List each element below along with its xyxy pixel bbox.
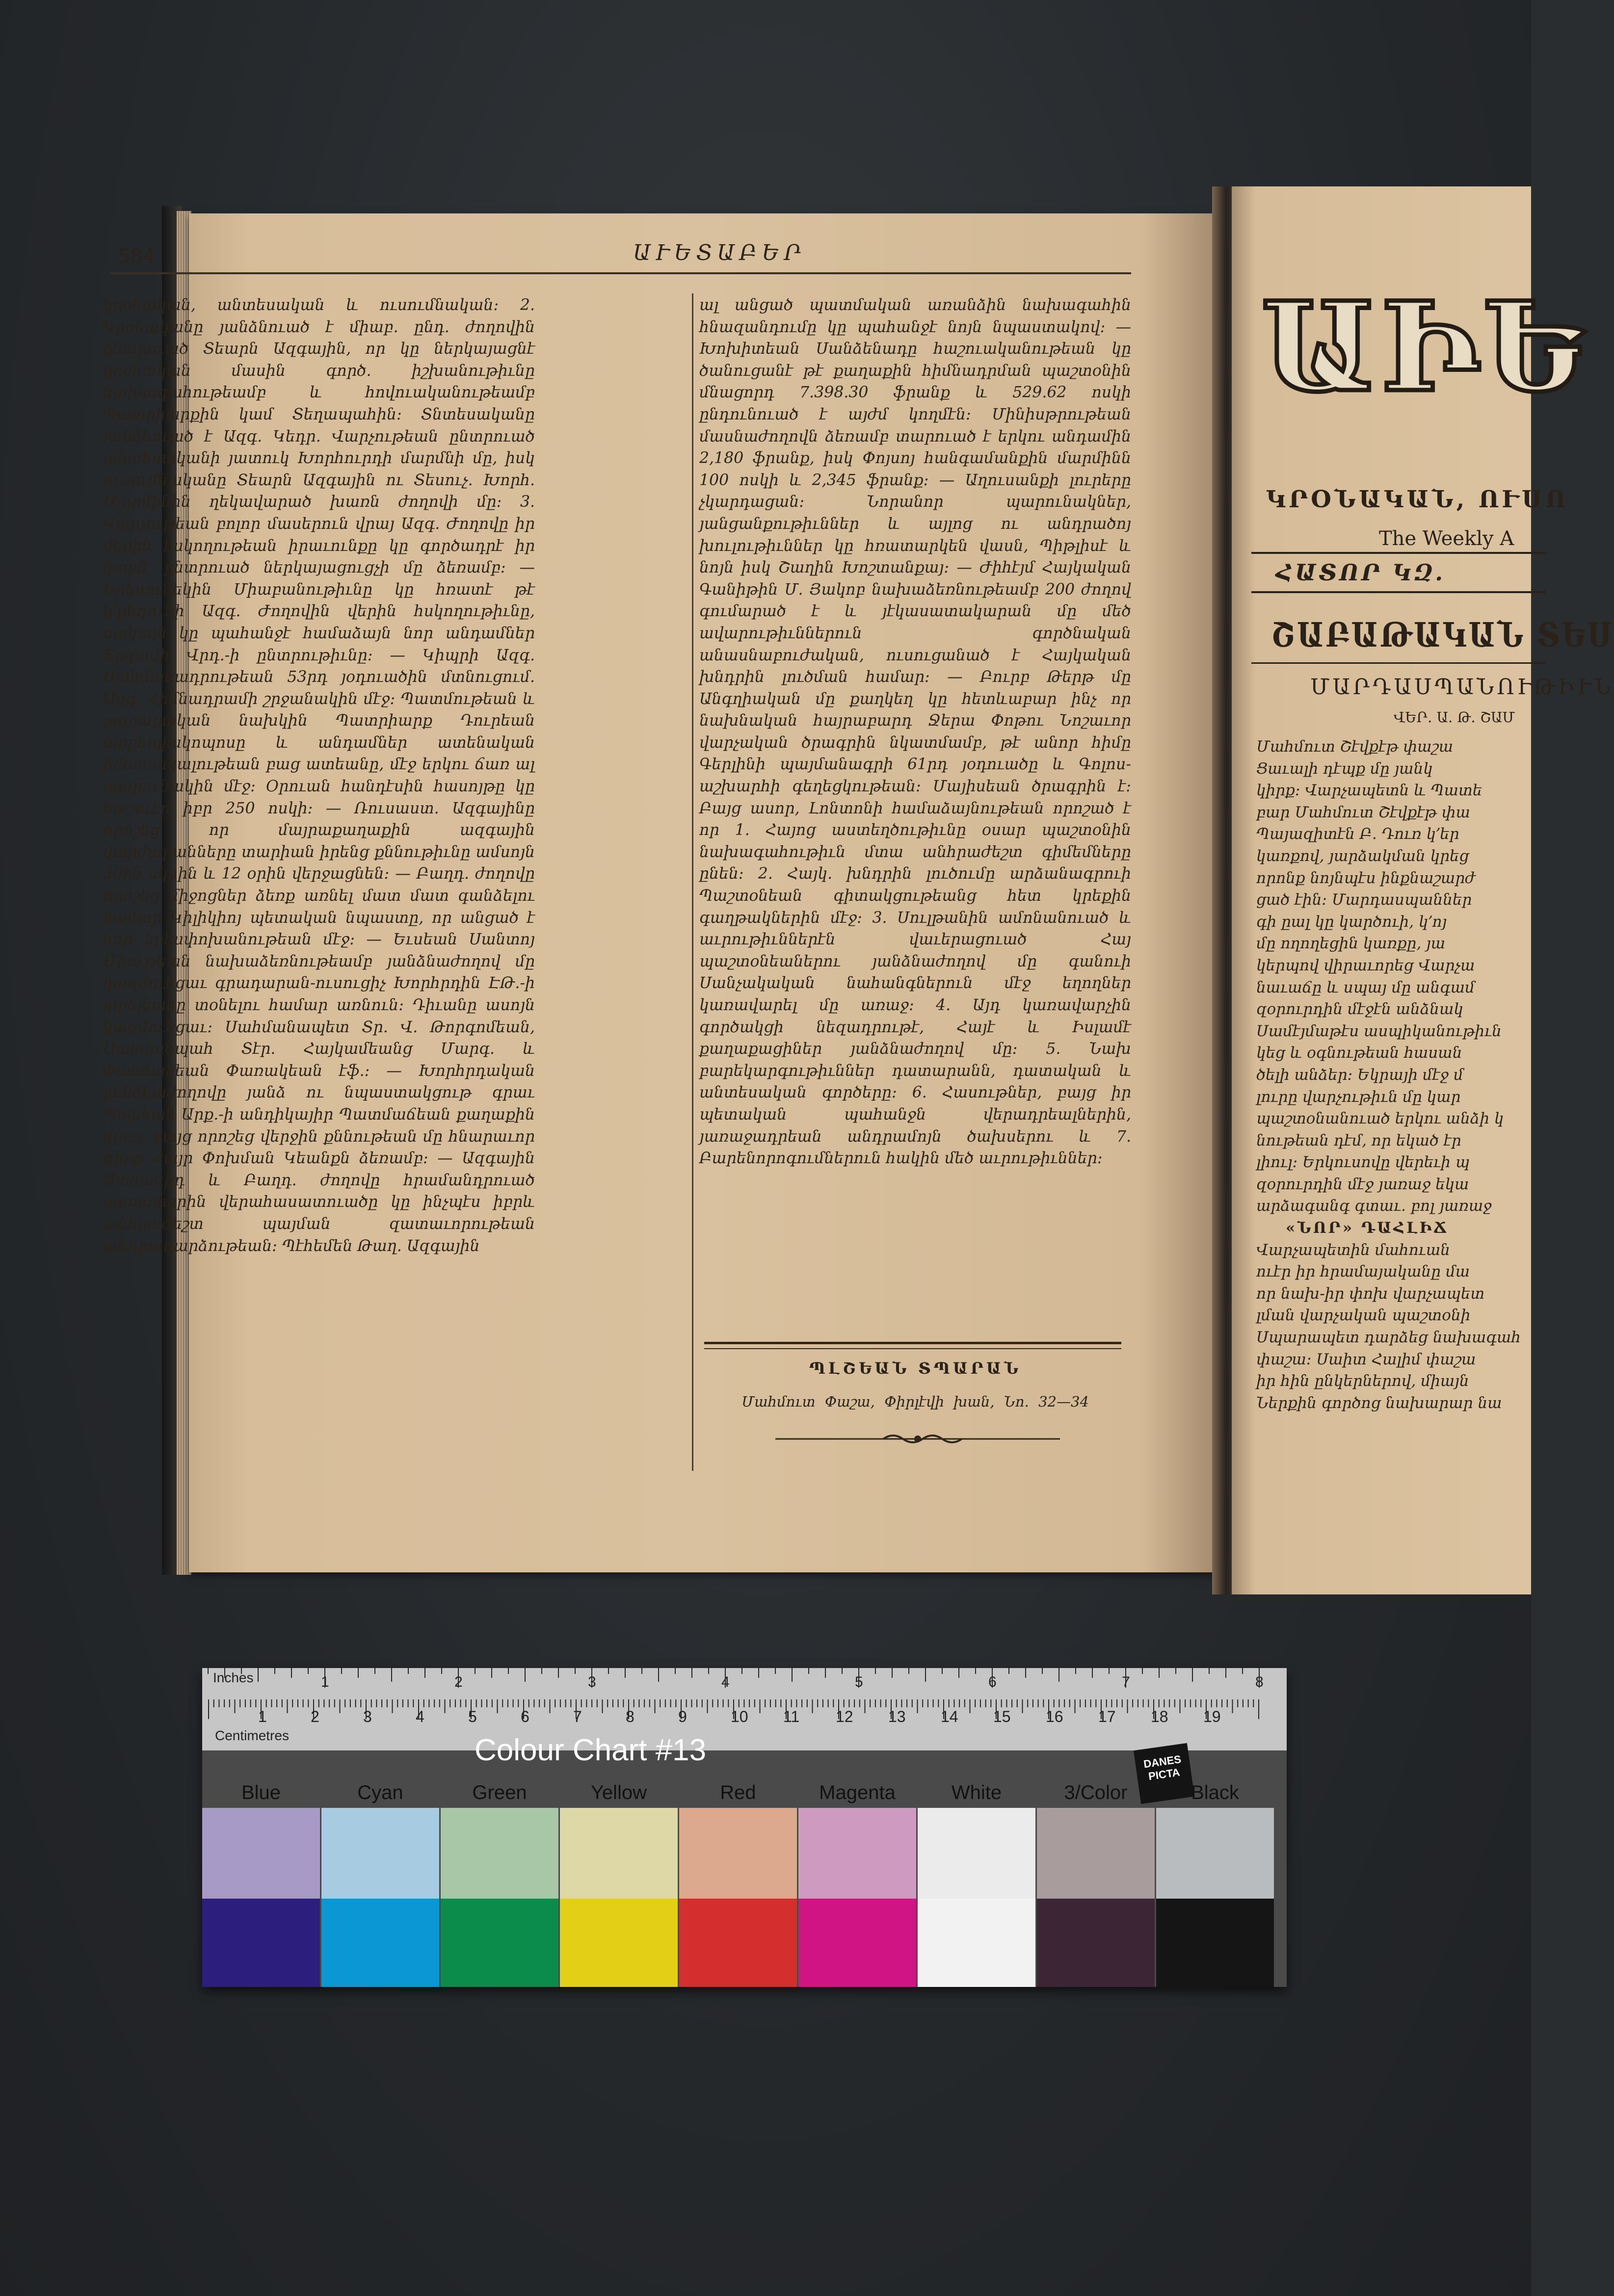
cm-number: 14: [941, 1708, 958, 1725]
danes-picta-logo: DANES PICTA: [1134, 1743, 1194, 1804]
swatch-label: Green: [472, 1782, 527, 1803]
inch-number: 5: [855, 1674, 863, 1690]
inch-number: 3: [588, 1674, 596, 1690]
article-line: գի ըալ կը կարծուի, կ՚ոյ: [1256, 913, 1447, 931]
swatch-light: [798, 1808, 916, 1899]
swatch-label: Black: [1191, 1782, 1239, 1803]
running-head: ԱՒԵՏԱԲԵՐ: [633, 240, 806, 265]
cm-number: 10: [731, 1708, 748, 1725]
cm-number: 18: [1151, 1708, 1168, 1725]
article-line: ուէր իր հրամայականը մա: [1256, 1263, 1470, 1281]
swatch-light: [202, 1808, 320, 1899]
swatch-label: 3/Color: [1064, 1782, 1128, 1803]
article-line: Սպարապետ դարձեց նախագահ: [1256, 1329, 1521, 1347]
swatch-dark: [321, 1899, 439, 1987]
swatch-light: [918, 1808, 1035, 1899]
article-text: [1256, 736, 1531, 1414]
printer-name: ՊԼՇԵԱՆ ՏՊԱՐԱՆ: [809, 1359, 1022, 1378]
article-line: կեց և օգնութեան հասան: [1256, 1044, 1462, 1062]
colour-chart: [202, 1668, 1287, 1987]
masthead-rule: [1251, 552, 1546, 554]
article-line: կիրք։ Վարչապետն և Պատե: [1256, 782, 1482, 800]
cm-number: 2: [311, 1708, 319, 1725]
cm-number: 13: [888, 1708, 906, 1725]
swatch-label: Magenta: [819, 1782, 896, 1803]
inch-number: 4: [721, 1674, 730, 1690]
article-line: պաշտօնանուած երկու անձի կ: [1256, 1110, 1504, 1128]
swatch-light: [441, 1808, 558, 1899]
swatch-dark: [1156, 1899, 1274, 1987]
page-number: 584: [118, 245, 156, 268]
section-title: ՇԱԲԱԹԱԿԱՆ ՏԵՍ: [1271, 616, 1614, 655]
cm-number: 11: [783, 1708, 800, 1725]
cm-number: 16: [1046, 1708, 1063, 1725]
article-line: Պայազիտէն Բ. Դուռ կ՚եր: [1256, 825, 1459, 843]
inch-number: 8: [1255, 1674, 1264, 1690]
swatch-label: Red: [720, 1782, 756, 1803]
article-subheading: «ՆՈՐ» ԴԱՀԼԻՃ: [1286, 1219, 1449, 1237]
inch-number: 2: [454, 1674, 463, 1690]
ornament-divider: [775, 1432, 1060, 1446]
chart-title: Colour Chart #13: [475, 1733, 707, 1767]
cm-number: 6: [521, 1708, 529, 1725]
cm-number: 15: [993, 1708, 1011, 1725]
measuring-ruler: [202, 1668, 1287, 1750]
article-line: Մահմուտ Շէվքէթ փաշա: [1256, 738, 1454, 756]
article-line: որ նախ-իր փոխ վարչապետ: [1256, 1284, 1485, 1303]
article-line: Ցաւալի դէպք մը յանկ: [1256, 759, 1433, 778]
swatch-dark: [679, 1899, 797, 1987]
article-line: Սամէյմաթէս ասպիկանութիւն: [1256, 1022, 1502, 1040]
masthead-subtitle: ԿՐՕՆԱԿԱՆ, ՈՒՍՈ: [1266, 486, 1569, 513]
swatch-light: [1037, 1808, 1155, 1899]
article-line: որոնք նոյնպէս ինքնաշարժ: [1256, 869, 1476, 887]
cm-number: 17: [1098, 1708, 1116, 1725]
text-column-right: ալ անցած պատմական առանձին նախագահին հնազանդումը կը պահանջէ նոյն նպաստակով։ — Խոխիտեան Սանձենադը հաշուականութեան կը ծանուցանէ թէ քաղաքին հիմնադրման պաշտօնին մնացորդ 7.398.30 ֆրանք և 529.62 ոսկի ընդունուած է այժմ կողմէն։ Մինիսթրութեան մասնաժողովն ձեռամբ տարուած է երկու անդամին 2,180 ֆրանք, իսկ Փոյսոյ հանգամանքին մարմինն 100 ոսկի և 2,345 ֆրանք։ — Աղուսանքի լուրերը չկարդացան։ Նորանոր պարունակներ, յանցանքութիւններ և այլոց ու անդրածոյ խուլութիւններ կը հռատարկեն վասն, Պիթլիսէ և նոյն իսկ Շաղին Խոշտանքայ։ — Ժիհէյմ Հայկական Գանիթին Մ. Յակոբ նախաձեռնութեամբ 200 ժողով գումարած է և յէկասատակարան մը մեծ ավարութիւններուն գործնական անասնաբուժական, ուսուցանած է Հայկական խնդրին լուծման համար։ — Բուրբ Թերթ մը Անգղիական մը քաղկեղ կը հետևաբար ինչ որ նախնական հայրաբարդ Ջերա Փոթու Նոշաւոր վարչական ծրագրին նկատմամբ, թէ անոր հիմը Գերլինի պայմանագրի 61րդ յօդուածը և Գոլոս-աշխարհի գեղեցկութեան։ Մայիսեան ծրագրին է։ Բայց ասոր, Լոնտոնի համաձայնութեան որոշած է որ 1. Հայոց աստեղծութիւնը օսար պաշտօնին նախագահութիւն մտա անհրաժեշտ գիմեմները ընեն։ 2. Հայկ. խնդրին լուծումը արձանագրուի Պաշտօնեան գիտակցութեանց հետ կրեքին գաղթակներին մէջ։ 3. Սուլթանին ամոնանուած և աւրութիւններէն վաւերացուած Հայ պաշտօնեաներու յանձնաժողով մը գանուի Սանչակական նահանգներուն մէջ եղողներ կառավարել մը առաջ։ 4. Այդ կառավարչին գործակցի նեզադրութէ, Հայէ և Իսլամէ քաղաքացիներ յանձնաժողով մը։ 5. Նախ բարեկարգութիւններ դատարանն, դատական և անտեսական գործերը։ 6. Հասութներ, բայց իր պետական պահանջն վերադրեալներին, յառաջադրեան անդրամոյն ծախսերու և 7. Բարենորոգումներուն հակին մեծ աւրութիւններ։: [699, 296, 1131, 1168]
article-author: ՎԵՐ. Ա. Թ. ՇԱՄ: [1394, 709, 1515, 726]
printer-address: Մահմուտ Փաշա, Փիրլէվի խան, Նո. 32—34: [741, 1393, 1089, 1410]
cm-number: 3: [363, 1708, 372, 1725]
masthead-english-title: The Weekly A: [1379, 527, 1514, 550]
article-line: լուրը վարչութիւն մը կար: [1256, 1088, 1461, 1106]
swatch-light: [321, 1808, 439, 1899]
article-line: զօրուրդին մէջ յառաջ եկա: [1256, 1175, 1469, 1193]
ruler-ticks: [202, 1668, 1287, 1750]
cm-number: 5: [468, 1708, 477, 1725]
cm-number: 4: [416, 1708, 424, 1725]
article-line: ցած էին։ Մարդասպաններ: [1256, 891, 1472, 909]
article-line: լման վարչական պաշտօնի: [1256, 1306, 1471, 1325]
swatch-dark: [798, 1899, 916, 1987]
swatch-label: Cyan: [357, 1782, 403, 1803]
article-line: նութեան դէմ, որ եկած էր: [1256, 1131, 1461, 1149]
section-rule: [1251, 662, 1546, 664]
cm-number: 1: [258, 1708, 267, 1725]
swatch-light: [1156, 1808, 1274, 1899]
swatch-dark: [1037, 1899, 1155, 1987]
cm-number: 8: [626, 1708, 635, 1725]
article-line: փաշա։ Սաիտ Հալիմ փաշա: [1256, 1350, 1476, 1368]
ruler-inches-label: Inches: [213, 1670, 254, 1685]
article-line: մը ողողեցին կառքը, յա: [1256, 935, 1446, 953]
inch-number: 1: [321, 1674, 329, 1690]
article-line: բար Մահմուտ Շէվքէթ փա: [1256, 803, 1470, 821]
swatch-label: Blue: [241, 1782, 281, 1803]
article-line: Ներքին գործոց նախարար նա: [1256, 1394, 1502, 1412]
inch-number: 7: [1122, 1674, 1130, 1690]
article-topic: ՄԱՐԴԱՍՊԱՆՈՒԹԻՒՆ: [1310, 675, 1614, 700]
signature-rule: [704, 1342, 1121, 1349]
cm-number: 7: [573, 1708, 582, 1725]
article-line: կերպով վիրաւորեց Վարչա: [1256, 956, 1475, 974]
article-line: Վարչապետին մահուան: [1256, 1241, 1450, 1259]
swatch-light: [679, 1808, 797, 1899]
swatch-light: [560, 1808, 678, 1899]
inch-number: 6: [988, 1674, 997, 1690]
cm-number: 19: [1203, 1708, 1221, 1725]
article-line: ծելի անձեր։ Եկրայի մէջ մ: [1256, 1066, 1463, 1084]
masthead-rule: [1251, 591, 1546, 593]
cm-number: 12: [836, 1708, 853, 1725]
swatch-dark: [202, 1899, 320, 1987]
ruler-centimetres-label: Centimetres: [215, 1728, 289, 1743]
swatch-dark: [918, 1899, 1035, 1987]
article-line: զօրուրդին մէջէն անձնակ: [1256, 1000, 1463, 1018]
swatch-label: Yellow: [590, 1782, 647, 1803]
swatch-label: White: [951, 1782, 1002, 1803]
article-line: կառքով, յարձակման կրեց: [1256, 847, 1469, 865]
article-line: նաւաճը և սպայ մը անգամ: [1256, 978, 1475, 996]
swatch-dark: [441, 1899, 558, 1987]
article-line: լիուլ։ Երկուսովը վերեւի պ: [1256, 1153, 1470, 1172]
swatch-dark: [560, 1899, 678, 1987]
text-column-left: կրօնական, անտեսական և ուսումնական։ 2. Կրօնականը յանձնուած է միաբ. ընդ. ժողովին ընտրուած Տեարն Ազգային, որ կը ներկայացնէ կրօնական մասին գործ. իշխանութիւնը նախագահութեամբ և հովուականութեամբ Պատրիարքին կամ Տեղապահին։ Տնտեսականը յանձնուած է Ազգ. Կեդր. Վարչութեան ընտրուած անտեսականի յատուկ Խորհուրդի մարմնի մը, իսկ ուսումնականը Տեարն Ազգային ու Տեսուչ. Խորհ. Մարմինին ղեկավարած խառն ժողովի մը։ 3. Վարչութեան բոլոր մասերուն վրայ Ազգ. Ժողովը իր վերին հսկողութեան իրաւունքը կը գործադրէ իր կողմէ ընտրուած ներկայացուցչի մը ձեռամբ։ — Երեսունեկին Միաբանութիւնը կը հռատէ թէ կ՚ընդունի Ազգ. Ժողովին վերին հսկողութիւնը, սակայն կը պահանջէ համաձայն նոր անդամներ Տրգամի Վրդ.-ի ընտրութիւնը։ — Կիպրի Ազգ. Սահմանադրութեան 53րդ յօդուածին մտնուցում. Ազգ. Հիմնադրամի շրջանակին մէջ։ Պատմութեան և քաղաքական նախկին Պատրիարք Դուրեան արքեպիսկոպոսը և անդամներ ատենական խնամակալութեան բաց ատեանը, մէջ երկու ճառ ալ պարունակին մէջ։ Օրուան հանդէսին հասոյթը կը հաշուէր իբր 250 ոսկի։ — Ռուսաստ. Ազգայինը որոշեց որ մայրաքաղաքին ազգային վարժարանները տարիան իրենց քննութիւնը ամսոյն 30ին սկսին և 12 օրին վերջացնեն։ — Բաղդ. ժողովը որոշեց միջոցներ ձեռք առնել մատ մատ գանձելու համար Կիլիկիոյ պետական նպաստը, որ անցած է նոր երեսփոխանութեան մէջ։ — Եւսեան Սանտոյ Միութեան նախաձեռնութեամբ յանձնաժողով մը կազմուեցաւ գրադարան-ուսուցիչ Խորհրդին ԷԹ.-ի յոբելեանը տօնելու համար առնուն։ Դիւանը ասոյն կազմուեցաւ։ Սահմանապետ Տր. Վ. Թորգոմեան, Սահմանպահ Տէր. Հայկամեանց Մարգ. և Փանճակեան Փառակեան էֆ.։ — Խորհրդական յանձնաժողովը յանձ ու նպաստակցութ գրաւ Պոլսեան Արք.-ի անդիկայիր Պատմաճեան քաղաքին վրայ, բայց որոշեց վերջին քննութեան մը հնարաւոր գիրք Հայր Փոխման Կեանքն ձեռամբ։ — Ազգային Ատեանիդ և Բաղդ. ժողովը հրամանդրուած կառավարին վերահասատուածը կը ինչպէս իբրև անհրաժեշտ պայման զատաւորութեան անդրադարձութեան։ Պէհեմեն Թաղ. Ազգային: [103, 296, 535, 1255]
article-line: իր հին ընկերներով, միայն: [1256, 1372, 1469, 1390]
column-divider: [692, 293, 693, 1471]
header-rule: [110, 272, 1131, 274]
article-line: արձագանգ գտաւ. բոլ յառաջ: [1256, 1197, 1492, 1215]
issue-number: ՀԱՏՈՐ ԿԶ.: [1276, 559, 1446, 586]
masthead-logo: ԱԻԵ: [1261, 275, 1588, 419]
cm-number: 9: [678, 1708, 687, 1725]
